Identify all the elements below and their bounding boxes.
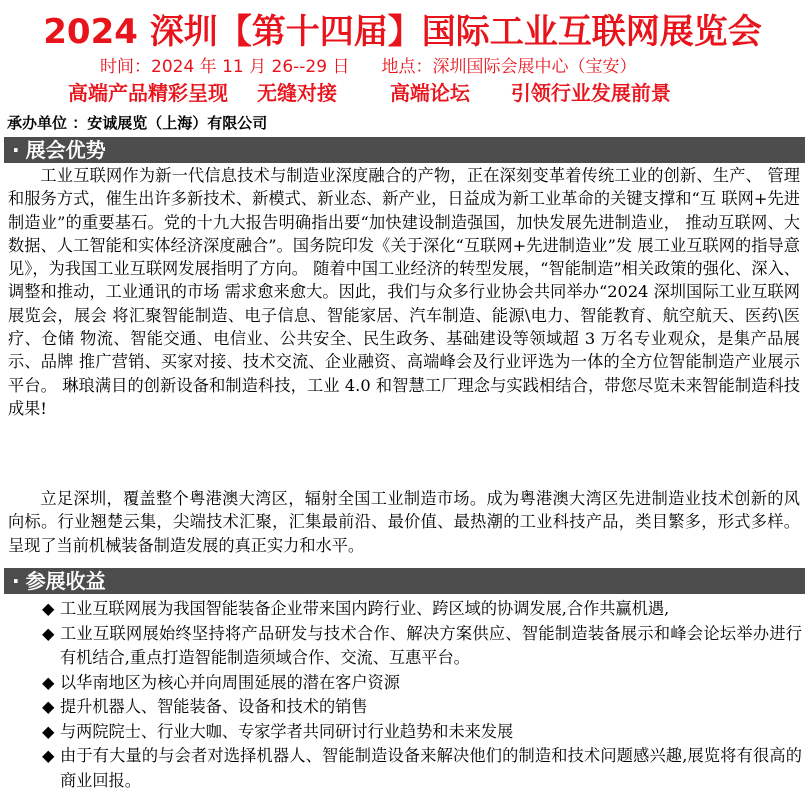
- list-item-text: 与两院院士、行业大咖、专家学者共同研讨行业趋势和未来发展: [60, 721, 514, 741]
- diamond-bullet-icon: ◆: [42, 599, 55, 618]
- list-item: [42, 622, 802, 671]
- slogan-1: 高端产品精彩呈现: [68, 81, 228, 105]
- organizer: 承办单位 ：安诚展览（上海）有限公司: [7, 114, 268, 132]
- list-item: [42, 720, 802, 745]
- diamond-bullet-icon: ◆: [42, 721, 55, 741]
- list-item-text: 提升机器人、智能装备、设备和技术的销售: [60, 697, 368, 716]
- list-item: [42, 597, 802, 622]
- event-time: 时间：2024 年 11 月 26--29 日: [100, 57, 350, 77]
- list-item: [42, 671, 802, 696]
- advantages-paragraph-2: 立足深圳，覆盖整个粤港澳大湾区，辐射全国工业制造市场。成为粤港澳大湾区先进制造业技术创新的风向标。行业翘楚云集，尖端技术汇聚，汇集最前沿、最价值、最热潮的工业科技产品，类目繁多，形式多样。呈现了当前机械装备制造发展的真正实力和水平。: [8, 489, 800, 555]
- diamond-bullet-icon: ◆: [42, 746, 55, 765]
- advantages-paragraph-1: 工业互联网作为新一代信息技术与制造业深度融合的产物，正在深刻变革着传统工业的创新、生产、 管理和服务方式，催生出许多新技术、新模式、新业态、新产业，日益成为新工业革命的关键支撑和“互 联网+先进制造业”的重要基石。党的十九大报告明确指出要“加快建设制造强国，加快发展先进制造业， 推动互联网、大数据、人工智能和实体经济深度融合”。国务院印发《关于深化“互联网+先进制造业”发 展工业互联网的指导意见》，为我国工业互联网发展指明了方向。 随着中国工业经济的转型发展，“智能制造”相关政策的强化、深入、调整和推动，工业通讯的市场 需求愈来愈大。因此，我们与众多行业协会共同举办“2024 深圳国际工业互联网展览会，展会 将汇聚智能制造、电子信息、智能家居、汽车制造、能源\电力、智能教育、航空航天、医药\医疗、仓储 物流、智能交通、电信业、公共安全、民生政务、基础建设等领域超 3 万名专业观众，是集产品展示、品牌 推广营销、买家对接、技术交流、企业融资、高端峰会及行业评选为一体的全方位智能制造产业展示平台。 琳琅满目的创新设备和制造科技，工业 4.0 和智慧工厂理念与实践相结合，带您尽览未来智能制造科技成果!: [8, 166, 800, 418]
- list-item-text: 工业互联网展为我国智能装备企业带来国内跨行业、跨区域的协调发展,合作共赢机遇,: [60, 599, 670, 618]
- event-info: [100, 52, 800, 77]
- list-item-text: 以华南地区为核心并向周围延展的潜在客户资源: [60, 672, 400, 692]
- section-title: 展会优势: [25, 138, 106, 162]
- slogan-3: 高端论坛: [389, 81, 470, 105]
- list-item-text: 工业互联网展始终坚持将产品研发与技术合作、解决方案供应、智能制造装备展示和峰会论坛举办进行有机结合,重点打造智能制造须域合作、交流、互惠平台。: [60, 623, 802, 667]
- diamond-bullet-icon: ◆: [42, 623, 55, 643]
- section-title: 参展收益: [25, 569, 106, 593]
- diamond-bullet-icon: ◆: [42, 672, 55, 692]
- event-place: 地点：深圳国际会展中心（宝安）: [381, 57, 637, 77]
- list-item-text: 由于有大量的与会者对选择机器人、智能制造设备来解决他们的制造和技术问题感兴趣,展览将有很高的商业回报。: [60, 746, 802, 790]
- section-header-advantages: [4, 137, 805, 163]
- list-item: [42, 695, 802, 720]
- benefits-list: [42, 597, 802, 793]
- diamond-bullet-icon: ◆: [42, 697, 55, 716]
- bullet-dot-icon: ·: [12, 569, 20, 593]
- list-item: [42, 744, 802, 793]
- section-header-benefits: [4, 568, 805, 594]
- bullet-dot-icon: ·: [12, 138, 20, 162]
- slogan-line: [68, 77, 805, 106]
- slogan-2: 无缝对接: [256, 81, 337, 105]
- slogan-4: 引领行业发展前景: [510, 81, 671, 105]
- page-title: 2024 深圳【第十四届】国际工业互联网展览会: [43, 12, 762, 52]
